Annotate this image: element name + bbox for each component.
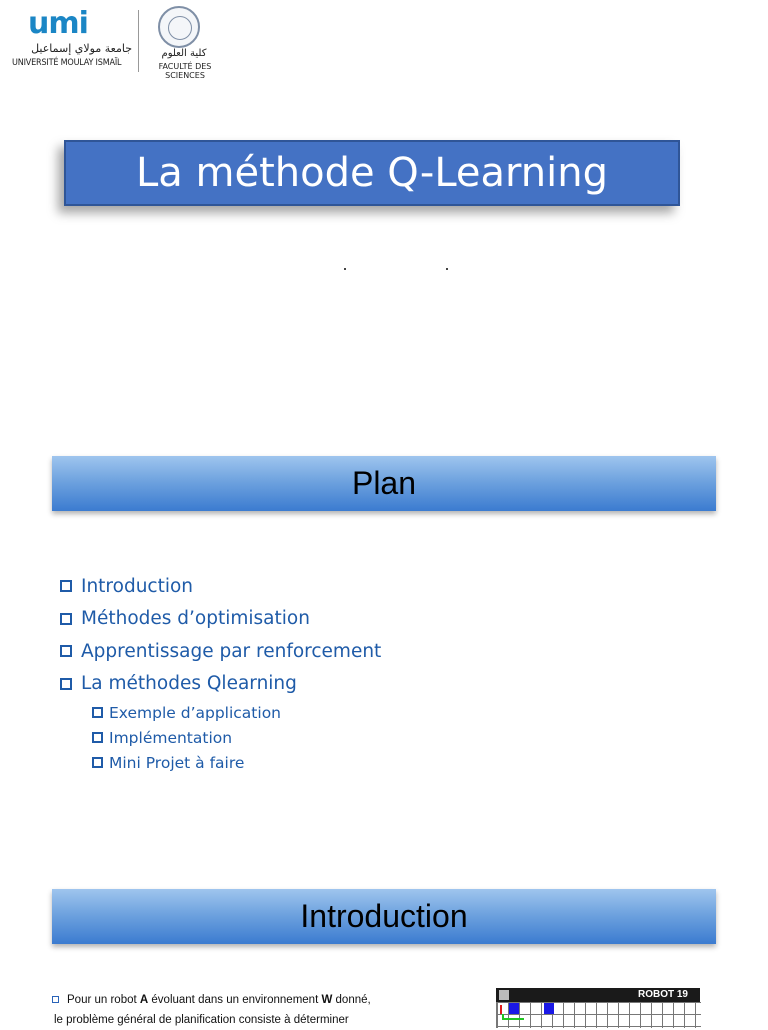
- robot-symbol: A: [139, 994, 149, 1006]
- intro-text-span: Pour un robot: [67, 994, 140, 1006]
- plan-banner: [52, 456, 716, 511]
- robot-grid: [496, 1002, 701, 1028]
- university-name: UNIVERSITÉ MOULAY ISMAÏL: [12, 58, 122, 68]
- umi-logo: [28, 8, 128, 40]
- plan-item-qlearning: [60, 668, 381, 701]
- intro-text-span: évoluant dans un environnement: [148, 994, 322, 1006]
- plan-item-label: Méthodes d’optimisation: [81, 608, 310, 630]
- robot-path-green: [502, 1018, 524, 1020]
- plan-item-optimisation: [60, 603, 381, 636]
- university-logo-block: [8, 2, 234, 80]
- checkbox-icon: [60, 645, 72, 657]
- university-seal-icon: [158, 6, 200, 48]
- plan-item-label: Introduction: [81, 575, 194, 597]
- intro-paragraph: [52, 990, 371, 1030]
- robot-label: ROBOT 19: [637, 989, 688, 1000]
- umi-logo-text: umi: [28, 6, 88, 41]
- plan-subitem-label: Implémentation: [109, 728, 233, 747]
- plan-subitem-mini-projet: [92, 750, 381, 775]
- plan-item-introduction: [60, 570, 381, 603]
- logo-divider: [138, 10, 139, 72]
- intro-line-2: le problème général de planification consiste à déterminer: [54, 1014, 349, 1026]
- plan-subitem-implementation: [92, 725, 381, 750]
- checkbox-icon: [60, 678, 72, 690]
- checkbox-icon: [60, 580, 72, 592]
- checkbox-icon: [92, 757, 103, 768]
- intro-text-span: donné,: [332, 994, 371, 1006]
- faculty-name: FACULTÉ DES SCIENCES: [158, 62, 212, 80]
- obstacle-cell: [509, 1003, 519, 1014]
- stray-mark: [446, 268, 448, 270]
- checkbox-icon: [92, 707, 103, 718]
- stray-mark: [344, 268, 346, 270]
- checkbox-icon: [92, 732, 103, 743]
- plan-sublist: [60, 700, 381, 775]
- robot-grid-panel: [496, 988, 700, 1028]
- plan-subitem-label: Mini Projet à faire: [109, 753, 245, 772]
- environment-symbol: W: [321, 994, 333, 1006]
- robot-titlebar: [496, 988, 700, 1002]
- window-button-icon[interactable]: [499, 990, 509, 1000]
- robot-path-green: [502, 1014, 504, 1020]
- plan-item-label: La méthodes Qlearning: [81, 673, 297, 695]
- intro-line-1: [52, 990, 371, 1010]
- plan-list: [60, 570, 381, 775]
- obstacle-cell: [544, 1003, 554, 1014]
- introduction-banner: [52, 889, 716, 944]
- checkbox-icon: [60, 613, 72, 625]
- faculty-arabic-name: كلية العلوم: [161, 48, 207, 59]
- plan-heading: Plan: [351, 465, 417, 501]
- title-box: [64, 140, 680, 206]
- introduction-heading: Introduction: [300, 898, 468, 934]
- checkbox-icon: [52, 996, 59, 1003]
- plan-subitem-label: Exemple d’application: [109, 703, 281, 722]
- plan-subitem-application: [92, 700, 381, 725]
- university-arabic-name: جامعة مولاي إسماعيل: [31, 42, 132, 55]
- plan-item-renforcement: [60, 635, 381, 668]
- page-title: La méthode Q-Learning: [136, 150, 608, 196]
- plan-item-label: Apprentissage par renforcement: [81, 640, 382, 662]
- robot-path-red: [500, 1005, 502, 1014]
